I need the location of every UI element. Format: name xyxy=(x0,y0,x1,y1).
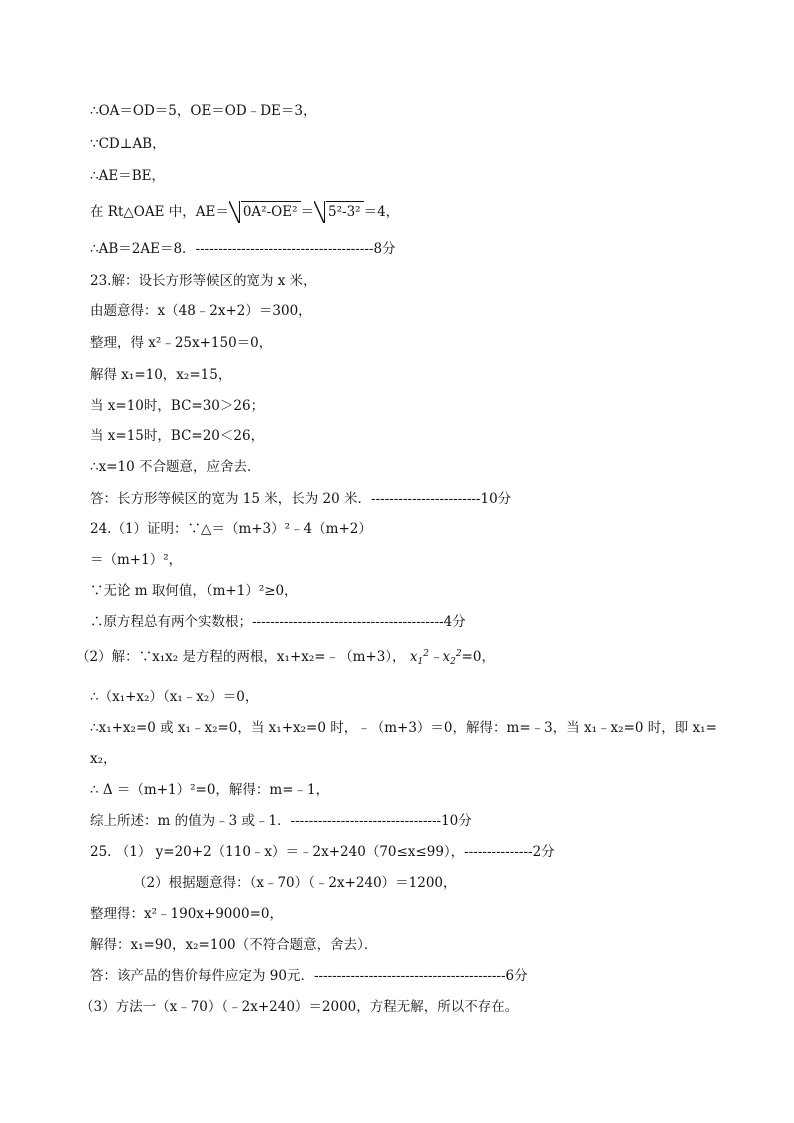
line-q23-roots: 解得 x₁=10，x₂=15， xyxy=(90,367,232,383)
line-ab-result: ∴AB＝2AE＝8．---------------------------------------8分 xyxy=(90,241,396,257)
line-q23-case2: 当 x=15时，BC=20＜26， xyxy=(90,428,265,444)
line-q25-answer: 答：该产品的售价每件应定为 90元．------------------------------------------6分 xyxy=(90,968,528,984)
line-rt-triangle xyxy=(90,201,399,221)
line-q24-summary: 综上所述：m 的值为﹣3 或﹣1．---------------------------------10分 xyxy=(90,813,472,829)
line-q25-part3: （3）方法一（x﹣70）（﹣2x+240）＝2000，方程无解，所以不存在。 xyxy=(80,999,519,1015)
rt-triangle-prefix: 在 Rt△OAE 中，AE＝ xyxy=(90,204,229,220)
line-q25-part1: 25. （1） y=20+2（110﹣x）＝﹣2x+240（70≤x≤99），---------------2分 xyxy=(90,844,555,860)
line-q24-part2 xyxy=(76,648,495,666)
line-q25-part2: （2）根据题意得：（x﹣70）（﹣2x+240）＝1200， xyxy=(133,875,457,891)
equals-sign: ＝ xyxy=(300,204,314,220)
line-q24-cases: ∴x₁+x₂=0 或 x₁﹣x₂=0，当 x₁+x₂=0 时，﹣（m+3）＝0，解得：m=﹣3，当 x₁﹣x₂=0 时，即 x₁= xyxy=(90,720,717,736)
line-q24-factored: ∴（x₁+x₂）（x₁﹣x₂）＝0， xyxy=(90,689,259,705)
line-cd-perp-ab: ∵CD⊥AB， xyxy=(90,136,166,152)
line-q24-nonneg: ∵无论 m 取何值，（m+1）²≥0， xyxy=(90,583,298,599)
line-q23-answer: 答：长方形等候区的宽为 15 米，长为 20 米．------------------------10分 xyxy=(90,491,512,507)
x1-squared-minus-x2-squared: $x_1^2﹣x_2^2$ xyxy=(409,649,462,667)
line-q23-simplify: 整理，得 x²﹣25x+150＝0， xyxy=(90,335,273,351)
line-q24-proof: 24.（1）证明：∵△＝（m+3）²﹣4（m+2） xyxy=(90,521,372,537)
sqrt-oa-oe xyxy=(229,201,301,221)
line-q23-equation: 由题意得：x（48﹣2x+2）＝300， xyxy=(90,303,312,319)
line-q23-setup: 23.解：设长方形等候区的宽为 x 米， xyxy=(90,273,317,289)
q24-part2-suffix: =0， xyxy=(461,649,495,665)
line-q23-reject: ∴x=10 不合题意，应舍去． xyxy=(90,459,261,475)
line-q24-x2: x₂， xyxy=(90,751,117,767)
line-q23-case1: 当 x=10时，BC=30＞26； xyxy=(90,398,265,414)
rt-triangle-result: ＝4， xyxy=(363,204,400,220)
line-q24-simplified: ＝（m+1）²， xyxy=(90,552,183,568)
line-q24-conclusion: ∴原方程总有两个实数根；------------------------------------------4分 xyxy=(90,614,466,630)
line-ae-be: ∴AE＝BE， xyxy=(90,168,165,184)
q24-part2-prefix: （2）解：∵x₁x₂ 是方程的两根，x₁+x₂=﹣（m+3）， xyxy=(76,649,406,665)
radicand-5-3: 5²-3² xyxy=(326,201,364,221)
radicand-oa-oe: 0A²-OE² xyxy=(241,201,301,221)
sqrt-5-3 xyxy=(314,201,364,221)
line-q24-delta: ∴ Δ ＝（m+1）²=0，解得：m=﹣1， xyxy=(90,782,330,798)
line-q25-simplify: 整理得：x²﹣190x+9000=0， xyxy=(90,906,283,922)
line-oa-od: ∴OA＝OD＝5，OE＝OD﹣DE＝3， xyxy=(90,103,317,119)
line-q25-roots: 解得：x₁=90，x₂=100（不符合题意，舍去）． xyxy=(90,937,378,953)
